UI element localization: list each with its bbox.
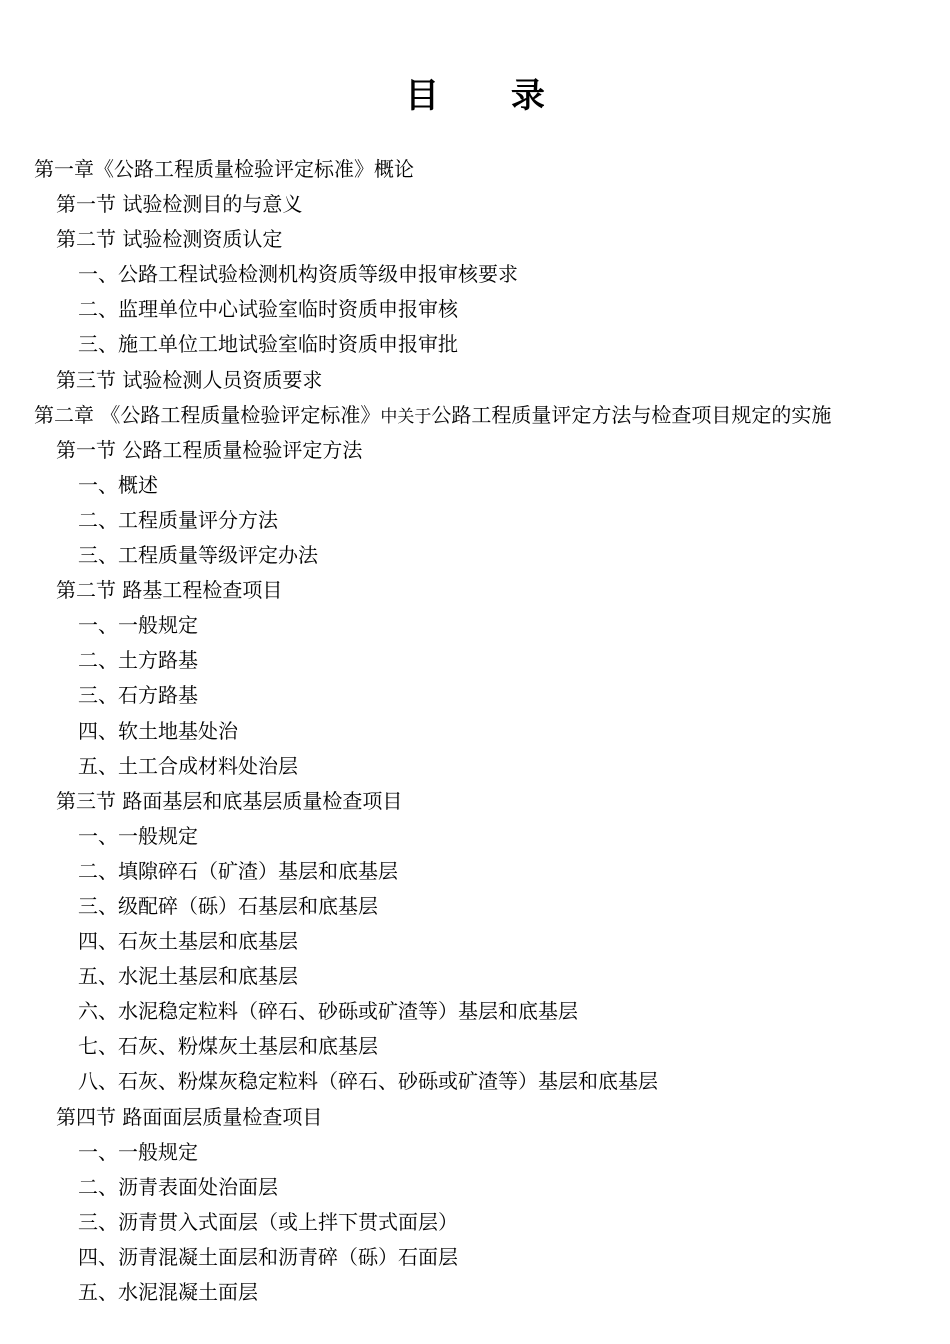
toc-entry-item: 四、石灰土基层和底基层 bbox=[78, 929, 298, 954]
toc-entry-section: 第三节 试验检测人员资质要求 bbox=[56, 367, 323, 392]
toc-entry-item: 三、沥青贯入式面层（或上拌下贯式面层） bbox=[78, 1209, 458, 1234]
toc-entry-item: 四、沥青混凝土面层和沥青碎（砾）石面层 bbox=[78, 1244, 458, 1269]
toc-entry-section: 第二节 试验检测资质认定 bbox=[56, 227, 283, 252]
toc-entry-item: 二、土方路基 bbox=[78, 648, 198, 673]
table-of-contents bbox=[0, 152, 950, 1310]
toc-entry-chapter-part-c: 公路工程质量评定方法与检查项目规定的实施 bbox=[431, 402, 832, 427]
toc-entry-section: 第一节 公路工程质量检验评定方法 bbox=[56, 437, 363, 462]
toc-entry-item: 四、软土地基处治 bbox=[78, 718, 238, 743]
toc-entry-item: 五、水泥混凝土面层 bbox=[78, 1280, 258, 1304]
toc-entry-section: 第一节 试验检测目的与意义 bbox=[56, 192, 303, 217]
toc-entry-item: 二、工程质量评分方法 bbox=[78, 507, 278, 532]
toc-entry-item: 五、土工合成材料处治层 bbox=[78, 753, 298, 778]
toc-entry-chapter-part-b: 中关于 bbox=[380, 406, 432, 427]
toc-entry-item: 二、沥青表面处治面层 bbox=[78, 1174, 278, 1199]
toc-entry-item: 五、水泥土基层和底基层 bbox=[78, 964, 298, 989]
toc-entry-chapter bbox=[0, 398, 950, 433]
toc-entry-chapter: 第一章《公路工程质量检验评定标准》概论 bbox=[34, 157, 414, 181]
toc-entry-item: 一、公路工程试验检测机构资质等级申报审核要求 bbox=[78, 262, 518, 287]
toc-entry-item: 一、概述 bbox=[78, 472, 158, 497]
toc-entry-item: 八、石灰、粉煤灰稳定粒料（碎石、砂砾或矿渣等）基层和底基层 bbox=[78, 1069, 658, 1094]
toc-entry-item: 三、工程质量等级评定办法 bbox=[78, 543, 318, 568]
toc-entry-section: 第二节 路基工程检查项目 bbox=[56, 578, 283, 603]
toc-entry-section: 第四节 路面面层质量检查项目 bbox=[56, 1104, 323, 1129]
toc-entry-item: 一、一般规定 bbox=[78, 613, 198, 638]
toc-entry-chapter-part-a: 第二章 《公路工程质量检验评定标准》 bbox=[34, 402, 381, 427]
toc-entry-item: 七、石灰、粉煤灰土基层和底基层 bbox=[78, 1034, 378, 1059]
toc-entry-item: 三、施工单位工地试验室临时资质申报审批 bbox=[78, 332, 458, 357]
toc-entry-item: 三、级配碎（砾）石基层和底基层 bbox=[78, 893, 378, 918]
toc-entry-item: 一、一般规定 bbox=[78, 1139, 198, 1164]
toc-entry-item: 二、填隙碎石（矿渣）基层和底基层 bbox=[78, 858, 398, 883]
toc-entry-item: 二、监理单位中心试验室临时资质申报审核 bbox=[78, 297, 458, 322]
toc-entry-item: 一、一般规定 bbox=[78, 823, 198, 848]
toc-entry-item: 三、石方路基 bbox=[78, 683, 198, 708]
toc-entry-section: 第三节 路面基层和底基层质量检查项目 bbox=[56, 788, 403, 813]
page-title: 目 录 bbox=[405, 76, 575, 116]
toc-entry-item: 六、水泥稳定粒料（碎石、砂砾或矿渣等）基层和底基层 bbox=[78, 999, 578, 1024]
